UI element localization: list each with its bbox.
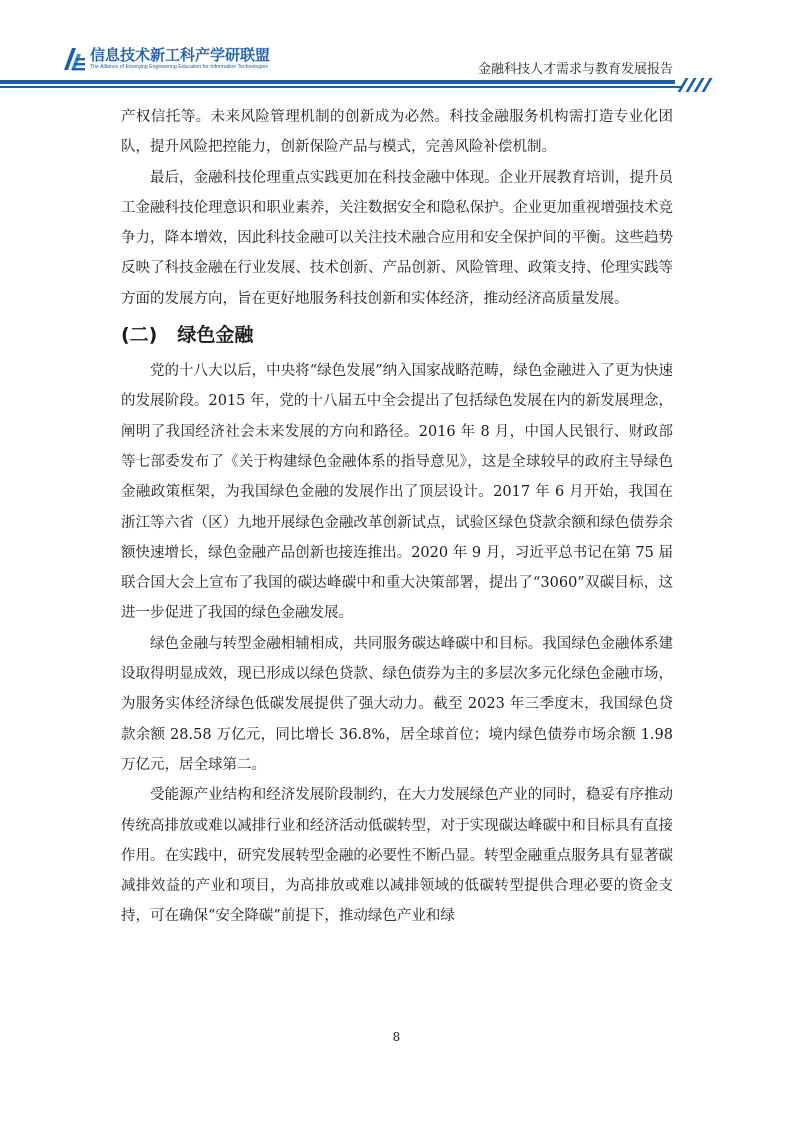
alliance-logo-icon <box>62 46 86 72</box>
report-title: 金融科技人才需求与教育发展报告 <box>477 62 673 77</box>
page-number: 8 <box>392 1030 401 1044</box>
section-heading <box>121 320 673 350</box>
page-header <box>0 0 793 100</box>
section-title: 绿色金融 <box>177 324 254 347</box>
header-slash-decoration <box>675 78 793 92</box>
page-content <box>121 102 673 932</box>
paragraph-continued: 产权信托等。未来风险管理机制的创新成为必然。科技金融服务机构需打造专业化团队，提升风险把控能力，创新保险产品与模式，完善风险补偿机制。 <box>121 109 673 156</box>
header-rule-thin <box>0 86 682 88</box>
section-number: (二) <box>121 324 158 347</box>
logo-english-name: The Alliance of Emerging Engineering Education for Information Technologies <box>90 64 268 70</box>
paragraph: 党的十八大以后，中央将“绿色发展”纳入国家战略范畴，绿色金融进入了更为快速的发展阶段。2015 年，党的十八届五中全会提出了包括绿色发展在内的新发展理念，阐明了我国经济社会未来发展的方向和路径。2016 年 8 月，中国人民银行、财政部等七部委发布了《关于构建绿色金融体系的指导意见》，这是全球较早的政府主导绿色金融政策框架，为我国绿色金融的发展作出了顶层设计。2017 年 6 月开始，我国在浙江等六省（区）九地开展绿色金融改革创新试点，试验区绿色贷款余额和绿色债券余额快速增长，绿色金融产品创新也接连推出。2020 年 9 月，习近平总书记在第 75 届联合国大会上宣布了我国的碳达峰碳中和重大决策部署，提出了“3060”双碳目标，这进一步促进了我国的绿色金融发展。 <box>121 363 673 622</box>
paragraph: 最后，金融科技伦理重点实践更加在科技金融中体现。企业开展教育培训，提升员工金融科技伦理意识和职业素养，关注数据安全和隐私保护。企业更加重视增强技术竞争力，降本增效，因此科技金融可以关注技术融合应用和安全保护间的平衡。这些趋势反映了科技金融在行业发展、技术创新、产品创新、风险管理、政策支持、伦理实践等方面的发展方向，旨在更好地服务科技创新和实体经济，推动经济高质量发展。 <box>121 169 673 307</box>
header-rule-thick <box>0 80 675 84</box>
alliance-logo <box>62 46 270 72</box>
paragraph: 受能源产业结构和经济发展阶段制约，在大力发展绿色产业的同时，稳妥有序推动传统高排放或难以减排行业和经济活动低碳转型，对于实现碳达峰碳中和目标具有直接作用。在实践中，研究发展转型金融的必要性不断凸显。转型金融重点服务具有显著碳减排效益的产业和项目，为高排放或难以减排领域的低碳转型提供合理必要的资金支持，可在确保“安全降碳”前提下，推动绿色产业和绿 <box>121 787 673 925</box>
logo-chinese-name: 信息技术新工科产学研联盟 <box>90 46 271 64</box>
paragraph: 绿色金融与转型金融相辅相成，共同服务碳达峰碳中和目标。我国绿色金融体系建设取得明显成效，现已形成以绿色贷款、绿色债券为主的多层次多元化绿色金融市场，为服务实体经济绿色低碳发展提供了强大动力。截至 2023 年三季度末，我国绿色贷款余额 28.58 万亿元，同比增长 36.8%，居全球首位；境内绿色债券市场余额 1.98 万亿元，居全球第二。 <box>121 635 673 773</box>
